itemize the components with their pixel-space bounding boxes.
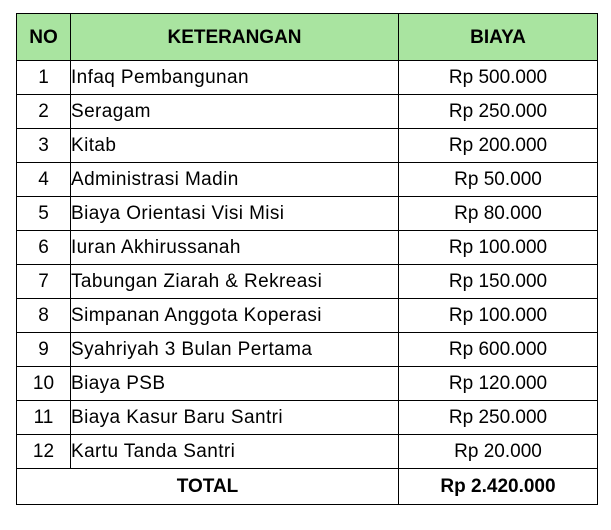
row-description: Infaq Pembangunan <box>71 61 399 95</box>
row-description: Tabungan Ziarah & Rekreasi <box>71 265 399 299</box>
total-value: Rp 2.420.000 <box>399 469 598 505</box>
table-row <box>17 231 598 265</box>
row-description: Administrasi Madin <box>71 163 399 197</box>
table-row <box>17 401 598 435</box>
row-cost: Rp 20.000 <box>399 435 598 469</box>
row-number: 10 <box>17 367 71 401</box>
table-row <box>17 129 598 163</box>
row-cost: Rp 250.000 <box>399 95 598 129</box>
table-row <box>17 197 598 231</box>
table-row <box>17 163 598 197</box>
row-cost: Rp 80.000 <box>399 197 598 231</box>
row-number: 1 <box>17 61 71 95</box>
row-description: Seragam <box>71 95 399 129</box>
header-keterangan: KETERANGAN <box>71 14 399 61</box>
row-number: 9 <box>17 333 71 367</box>
row-cost: Rp 150.000 <box>399 265 598 299</box>
row-description: Simpanan Anggota Koperasi <box>71 299 399 333</box>
row-cost: Rp 500.000 <box>399 61 598 95</box>
row-description: Biaya Orientasi Visi Misi <box>71 197 399 231</box>
row-cost: Rp 100.000 <box>399 231 598 265</box>
row-number: 5 <box>17 197 71 231</box>
fee-table <box>16 13 598 505</box>
row-description: Syahriyah 3 Bulan Pertama <box>71 333 399 367</box>
row-number: 4 <box>17 163 71 197</box>
table-row <box>17 265 598 299</box>
row-description: Iuran Akhirussanah <box>71 231 399 265</box>
table-row <box>17 367 598 401</box>
row-description: Biaya Kasur Baru Santri <box>71 401 399 435</box>
row-number: 11 <box>17 401 71 435</box>
row-cost: Rp 120.000 <box>399 367 598 401</box>
row-cost: Rp 200.000 <box>399 129 598 163</box>
table-row <box>17 299 598 333</box>
table-row <box>17 435 598 469</box>
row-number: 2 <box>17 95 71 129</box>
row-description: Kitab <box>71 129 399 163</box>
row-number: 3 <box>17 129 71 163</box>
table-header <box>17 14 598 61</box>
header-row <box>17 14 598 61</box>
row-cost: Rp 600.000 <box>399 333 598 367</box>
table-row <box>17 333 598 367</box>
row-cost: Rp 250.000 <box>399 401 598 435</box>
row-number: 8 <box>17 299 71 333</box>
table-row <box>17 95 598 129</box>
row-cost: Rp 50.000 <box>399 163 598 197</box>
row-number: 6 <box>17 231 71 265</box>
table-footer <box>17 469 598 505</box>
row-number: 7 <box>17 265 71 299</box>
row-number: 12 <box>17 435 71 469</box>
header-no: NO <box>17 14 71 61</box>
row-description: Kartu Tanda Santri <box>71 435 399 469</box>
table-body <box>17 61 598 469</box>
total-label: TOTAL <box>17 469 399 505</box>
row-description: Biaya PSB <box>71 367 399 401</box>
table-row <box>17 61 598 95</box>
header-biaya: BIAYA <box>399 14 598 61</box>
total-row <box>17 469 598 505</box>
row-cost: Rp 100.000 <box>399 299 598 333</box>
